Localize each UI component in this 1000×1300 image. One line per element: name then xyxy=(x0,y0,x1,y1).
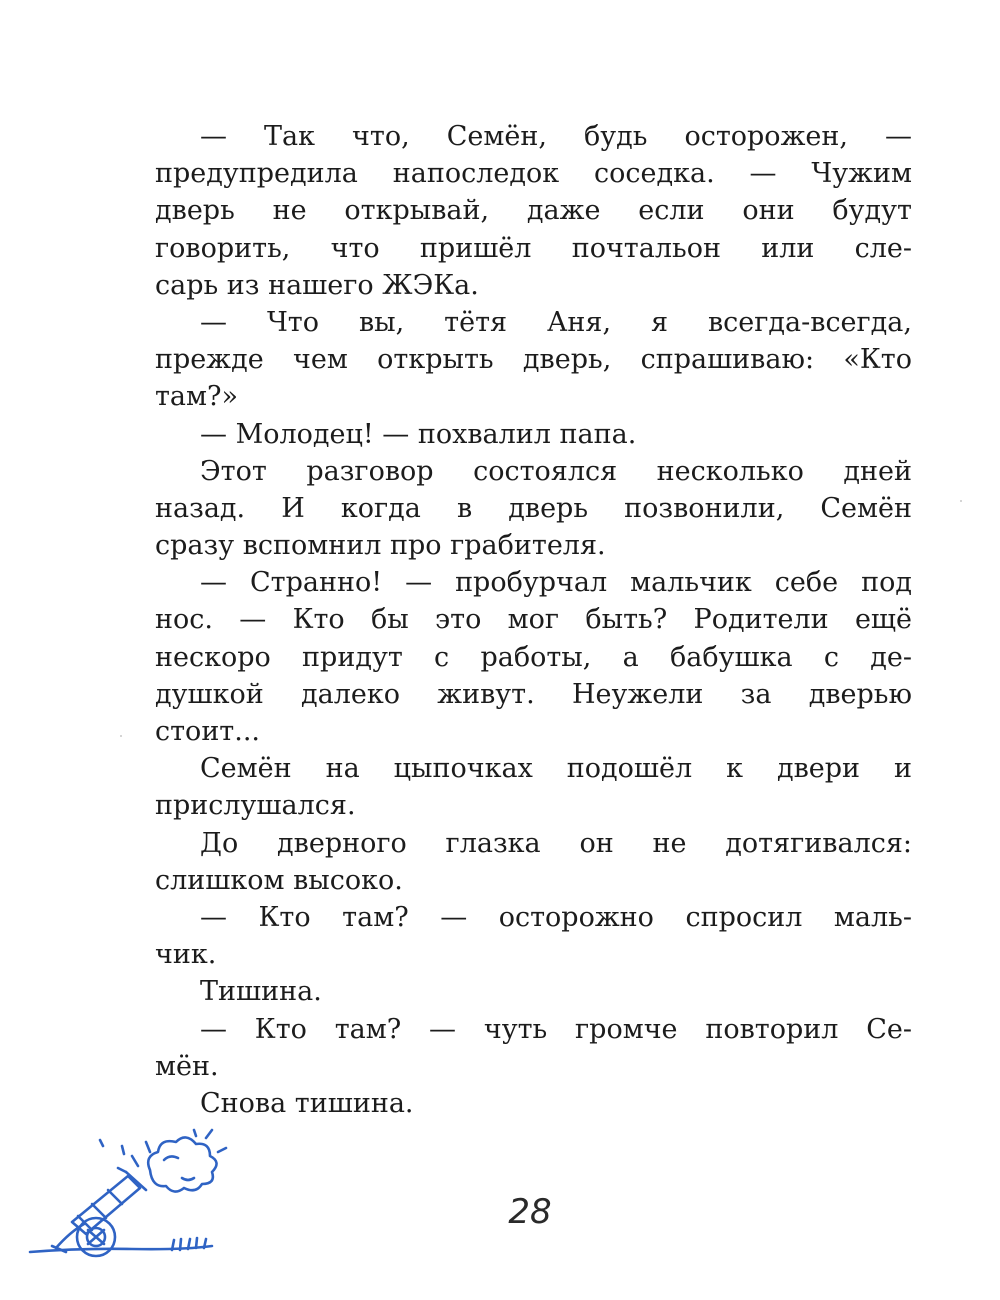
text-line: там?» xyxy=(155,381,239,413)
text-line: стоит... xyxy=(155,716,260,747)
text-line: нескоро придут с работы, а бабушка с де- xyxy=(155,641,912,673)
text-line: — Кто там? — осторожно спросил маль- xyxy=(200,901,912,933)
page-number: 28 xyxy=(508,1192,552,1232)
text-line: назад. И когда в дверь позвонили, Семён xyxy=(155,492,912,524)
text-line: Снова тишина. xyxy=(200,1087,414,1119)
scan-speck xyxy=(960,500,962,502)
text-line: — Молодец! — похвалил папа. xyxy=(200,418,637,450)
text-line: Тишина. xyxy=(200,976,322,1008)
text-line: сарь из нашего ЖЭКа. xyxy=(155,269,479,301)
text-line: прежде чем открыть дверь, спрашиваю: «Кто xyxy=(155,344,912,376)
text-line: — Так что, Семён, будь осторожен, — xyxy=(200,121,912,152)
text-line: душкой далеко живут. Неужели за дверью xyxy=(155,678,912,710)
scan-speck xyxy=(120,735,122,737)
text-line: дверь не открывай, даже если они будут xyxy=(155,195,912,227)
text-line: прислушался. xyxy=(155,790,356,822)
story-text xyxy=(155,118,912,1122)
text-line: слишком высоко. xyxy=(155,864,403,896)
text-line: Семён на цыпочках подошёл к двери и xyxy=(200,753,912,785)
text-line: предупредила напоследок соседка. — Чужим xyxy=(155,158,912,190)
text-line: нос. — Кто бы это мог быть? Родители ещё xyxy=(155,604,912,636)
text-line: сразу вспомнил про грабителя. xyxy=(155,530,606,562)
text-line: мён. xyxy=(155,1050,219,1082)
text-line: До дверного глазка он не дотягивался: xyxy=(200,827,912,859)
text-line: чик. xyxy=(155,939,217,971)
cannon-firing-icon xyxy=(22,1120,232,1280)
text-line: Этот разговор состоялся несколько дней xyxy=(200,455,912,487)
text-line: — Что вы, тётя Аня, я всегда-всегда, xyxy=(200,306,912,338)
text-line: — Кто там? — чуть громче повторил Се- xyxy=(200,1013,912,1045)
text-line: говорить, что пришёл почтальон или сле- xyxy=(155,232,912,264)
text-line: — Странно! — пробурчал мальчик себе под xyxy=(200,567,912,599)
